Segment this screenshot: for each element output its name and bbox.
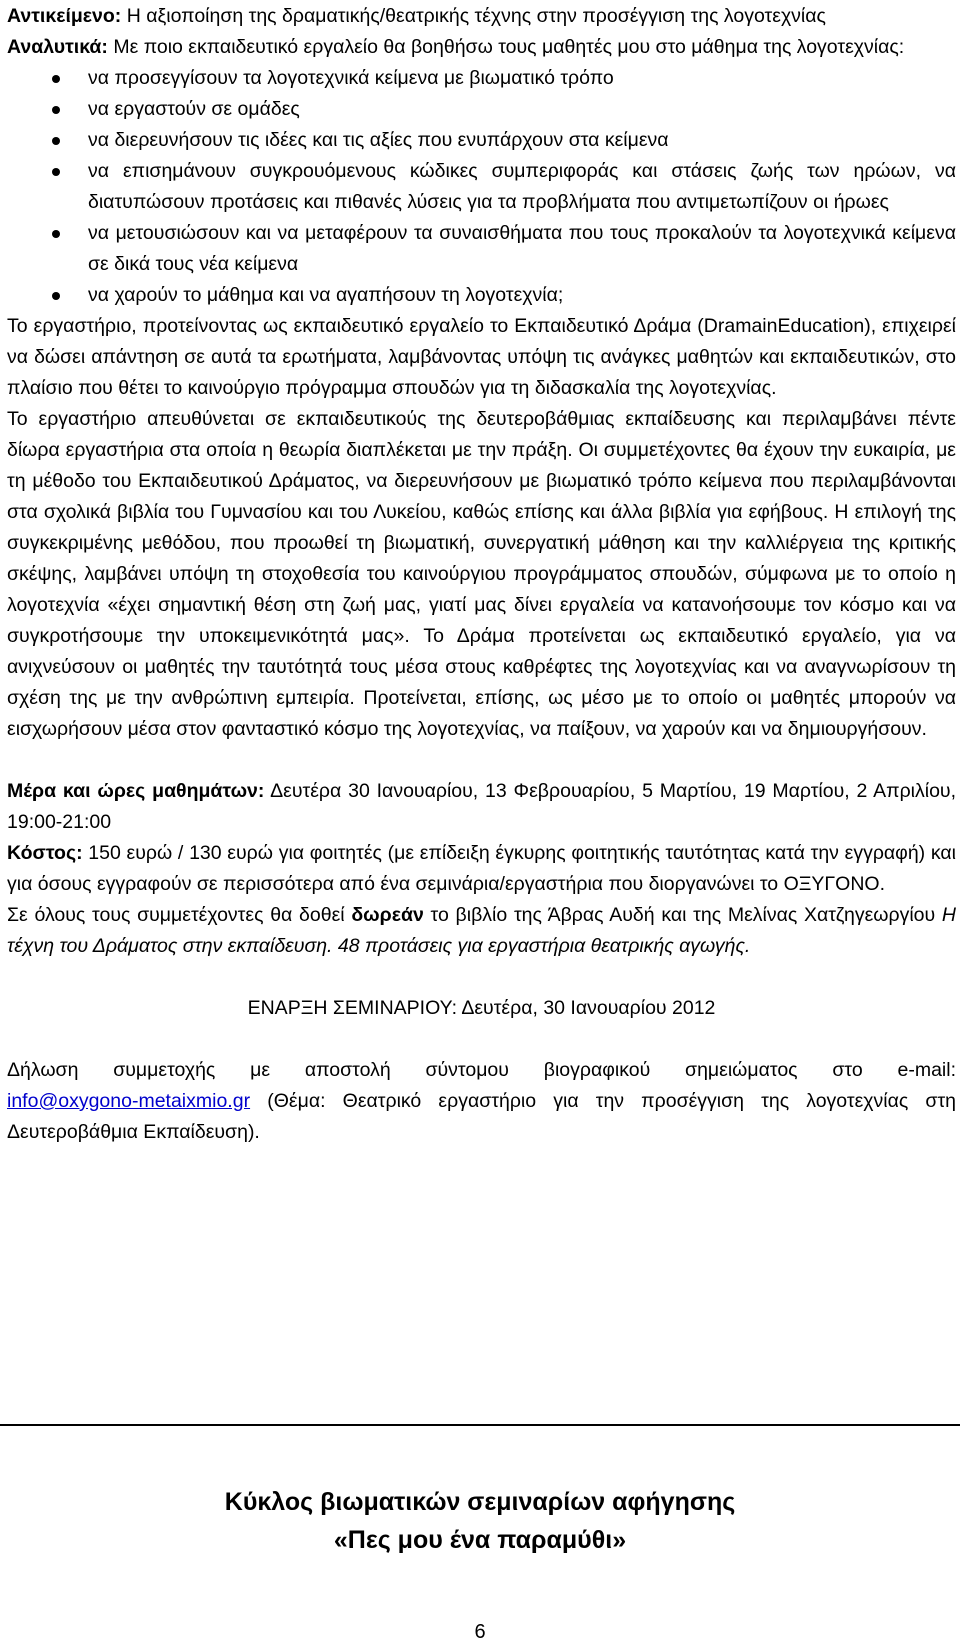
list-item [7, 218, 956, 280]
goal-text: να προσεγγίσουν τα λογοτεχνικά κείμενα με βιωματικό τρόπο [88, 67, 614, 89]
series-heading [0, 1483, 960, 1559]
email-link[interactable]: info@oxygono-metaixmio.gr [7, 1090, 251, 1112]
cost-label: Κόστος: [7, 842, 83, 864]
list-item [7, 94, 956, 125]
bullet-icon [52, 75, 60, 83]
series-title: Κύκλος βιωματικών σεμιναρίων αφήγησης [224, 1488, 736, 1516]
blank-line [7, 962, 956, 993]
seminar-start-date: Δευτέρα, 30 Ιανουαρίου 2012 [457, 997, 716, 1019]
goal-text: να χαρούν το μάθημα και να αγαπήσουν τη λογοτεχνία; [88, 284, 564, 306]
workshop-description-paragraph: Το εργαστήριο απευθύνεται σε εκπαιδευτικούς της δευτεροβάθμιας εκπαίδευσης και περιλαμβάνει πέντε δίωρα εργαστήρια στα οποία η θεωρία διαπλέκεται με την πράξη. Οι συμμετέχοντες θα έχουν την ευκαιρία, με τη μέθοδο του Εκπαιδευτικού Δράματος, να διερευνήσουν με βιωματικό τρόπο κείμενα που περιλαμβάνονται στα σχολικά βιβλία του Γυμνασίου και του Λυκείου, καθώς επίσης και άλλα βιβλία για εφήβους. Η επιλογή της συγκεκριμένης μεθόδου, που προωθεί τη βιωματική, συνεργατική μάθηση και την καλλιέργεια της κριτικής σκέψης, λαμβάνει υπόψη τη στοχοθεσία του καινούργιου προγράμματος σπουδών, σύμφωνα με το οποίο η λογοτεχνία «έχει σημαντική θέση στη ζωή μας, γιατί μας δίνει εργαλεία να κατανοήσουμε τον κόσμο και να συγκροτήσουμε την υποκειμενικότητά μας». Το Δράμα προτείνεται ως εκπαιδευτικό εργαλείο, για να ανιχνεύσουν οι μαθητές την ταυτότητά τους μέσα στους καθρέφτες της λογοτεχνίας και να αναγνωρίσουν τη σχέση της με την ανθρώπινη εμπειρία. Προτείνεται, επίσης, ως μέσο με το οποίο οι μαθητές μπορούν να εισχωρήσουν μέσα στον φανταστικό κόσμο της λογοτεχνίας, να παίξουν, να χαρούν και να δημιουργήσουν. [7, 408, 956, 740]
schedule-paragraph [7, 776, 956, 838]
goal-text: να επισημάνουν συγκρουόμενους κώδικες συμπεριφοράς και στάσεις ζωής των ηρώων, να διατυπώσουν προτάσεις και πιθανές λύσεις για τα προβλήματα που αντιμετωπίζουν οι ήρωες [88, 160, 956, 213]
bullet-icon [52, 292, 60, 300]
page-number: 6 [474, 1621, 486, 1643]
details-label: Αναλυτικά: [7, 36, 108, 58]
details-paragraph [7, 32, 956, 63]
gift-text-middle: το βιβλίο της Άβρας Αυδή και της Μελίνας Χατζηγεωργίου [423, 904, 942, 926]
objective-paragraph [7, 1, 956, 32]
objective-text: Η αξιοποίηση της δραματικής/θεατρικής τέχνης στην προσέγγιση της λογοτεχνίας [121, 5, 826, 27]
list-item [7, 280, 956, 311]
list-item [7, 63, 956, 94]
goals-list [7, 63, 956, 311]
seminar-start-line [7, 993, 956, 1024]
details-text: Με ποιο εκπαιδευτικό εργαλείο θα βοηθήσω τους μαθητές μου στο μάθημα της λογοτεχνίας: [107, 36, 905, 58]
registration-text: (Θέμα: Θεατρικό εργαστήριο για την προσέγγιση της λογοτεχνίας στη Δευτεροβάθμια Εκπαίδευση). [7, 1090, 956, 1143]
gift-text-before: Σε όλους τους συμμετέχοντες θα δοθεί [7, 904, 352, 926]
bullet-icon [52, 137, 60, 145]
bullet-icon [52, 168, 60, 176]
schedule-label: Μέρα και ώρες μαθημάτων: [7, 780, 265, 802]
document-body [7, 1, 956, 1148]
cost-paragraph [7, 838, 956, 900]
bullet-icon [52, 106, 60, 114]
gift-book-title: Η τέχνη του Δράματος στην εκπαίδευση. 48 προτάσεις για εργαστήρια θεατρικής αγωγής. [7, 904, 956, 957]
list-item [7, 125, 956, 156]
series-subtitle: «Πες μου ένα παραμύθι» [333, 1526, 627, 1554]
schedule-text: Δευτέρα 30 Ιανουαρίου, 13 Φεβρουαρίου, 5 Μαρτίου, 19 Μαρτίου, 2 Απριλίου, 19:00-21:00 [7, 780, 957, 833]
horizontal-divider [0, 1424, 960, 1426]
gift-free-label: δωρεάν [351, 904, 424, 926]
gift-paragraph [7, 900, 956, 962]
goal-text: να διερευνήσουν τις ιδέες και τις αξίες που ενυπάρχουν στα κείμενα [88, 129, 669, 151]
list-item [7, 156, 956, 218]
cost-text: 150 ευρώ / 130 ευρώ για φοιτητές (με επίδειξη έγκυρης φοιτητικής ταυτότητας κατά την εγγραφή) και για όσους εγγραφούν σε περισσότερα από ένα σεμινάρια/εργαστήρια που διοργανώνει το ΟΞΥΓΟΝΟ. [7, 842, 956, 895]
registration-paragraph [7, 1086, 956, 1148]
objective-label: Αντικείμενο: [7, 5, 122, 27]
seminar-start-label: ΕΝΑΡΞΗ ΣΕΜΙΝΑΡΙΟΥ: [247, 997, 457, 1019]
blank-line [7, 745, 956, 776]
registration-line: Δήλωση συμμετοχής με αποστολή σύντομου βιογραφικού σημειώματος στο e-mail: [7, 1059, 956, 1081]
blank-line [7, 1024, 956, 1055]
bullet-icon [52, 230, 60, 238]
goal-text: να εργαστούν σε ομάδες [88, 98, 300, 120]
workshop-intro-paragraph: Το εργαστήριο, προτείνοντας ως εκπαιδευτικό εργαλείο το Εκπαιδευτικό Δράμα (DramainEducation), επιχειρεί να δώσει απάντηση σε αυτά τα ερωτήματα, λαμβάνοντας υπόψη τις ανάγκες μαθητών και εκπαιδευτικών, στο πλαίσιο που θέτει το καινούργιο πρόγραμμα σπουδών για τη διδασκαλία της λογοτεχνίας. [7, 315, 956, 399]
goal-text: να μετουσιώσουν και να μεταφέρουν τα συναισθήματα που τους προκαλούν τα λογοτεχνικά κείμενα σε δικά τους νέα κείμενα [88, 222, 956, 275]
